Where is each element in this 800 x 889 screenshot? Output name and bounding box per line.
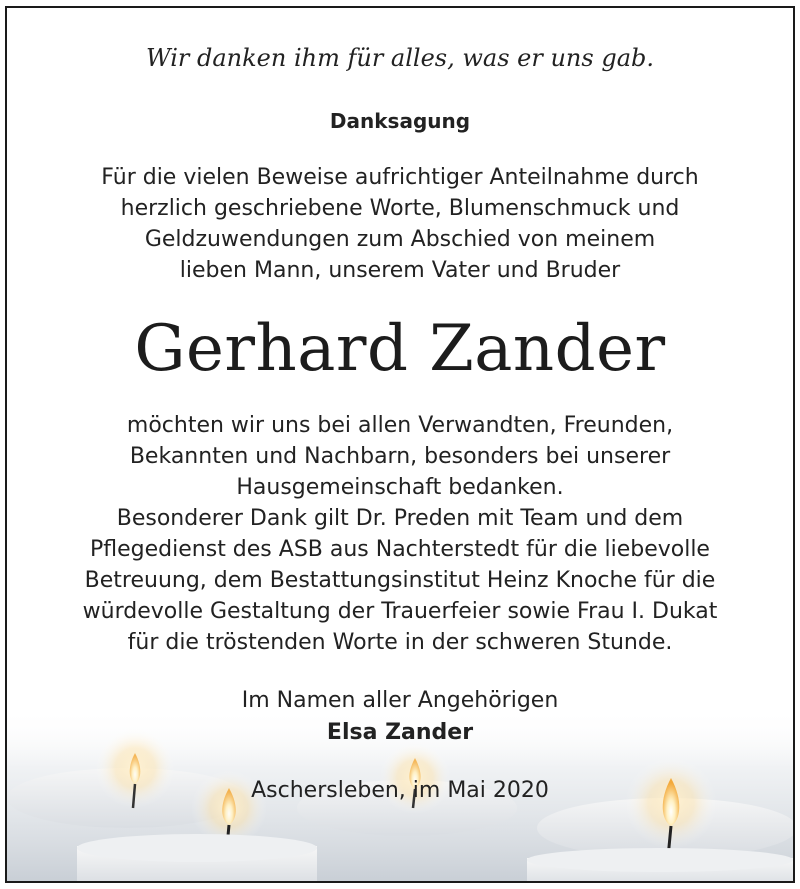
text-line: Hausgemeinschaft bedanken. (236, 475, 564, 500)
text-line: lieben Mann, unserem Vater und Bruder (179, 258, 621, 283)
signature-intro: Im Namen aller Angehörigen (241, 688, 559, 713)
text-line: möchten wir uns bei allen Verwandten, Freunden, (126, 413, 674, 438)
text-line: Bekannten und Nachbarn, besonders bei unserer (129, 444, 671, 469)
text-line: Für die vielen Beweise aufrichtiger Anteilnahme durch (101, 165, 699, 190)
paragraph-special-thanks (7, 503, 793, 658)
text-line: herzlich geschriebene Worte, Blumenschmuck und (120, 196, 680, 221)
motto: Wir danken ihm für alles, was er uns gab. (145, 44, 654, 72)
text-line: Betreuung, dem Bestattungsinstitut Heinz Knoche für die (84, 568, 716, 593)
deceased-name: Gerhard Zander (134, 312, 666, 386)
text-line: würdevolle Gestaltung der Trauerfeier sowie Frau I. Dukat (82, 599, 718, 624)
text-line: Geldzuwendungen zum Abschied von meinem (144, 227, 656, 252)
text-line: Pflegedienst des ASB aus Nachterstedt für die liebevolle (90, 537, 710, 562)
signer-name: Elsa Zander (326, 720, 474, 745)
heading: Danksagung (329, 109, 471, 133)
obituary-card (5, 6, 795, 883)
paragraph-thanks (7, 410, 793, 503)
paragraph-intro (7, 162, 793, 286)
place-date: Aschersleben, im Mai 2020 (251, 778, 549, 803)
text-line: Besonderer Dank gilt Dr. Preden mit Team und dem (116, 506, 684, 531)
text-line: für die tröstenden Worte in der schweren Stunde. (127, 630, 673, 655)
